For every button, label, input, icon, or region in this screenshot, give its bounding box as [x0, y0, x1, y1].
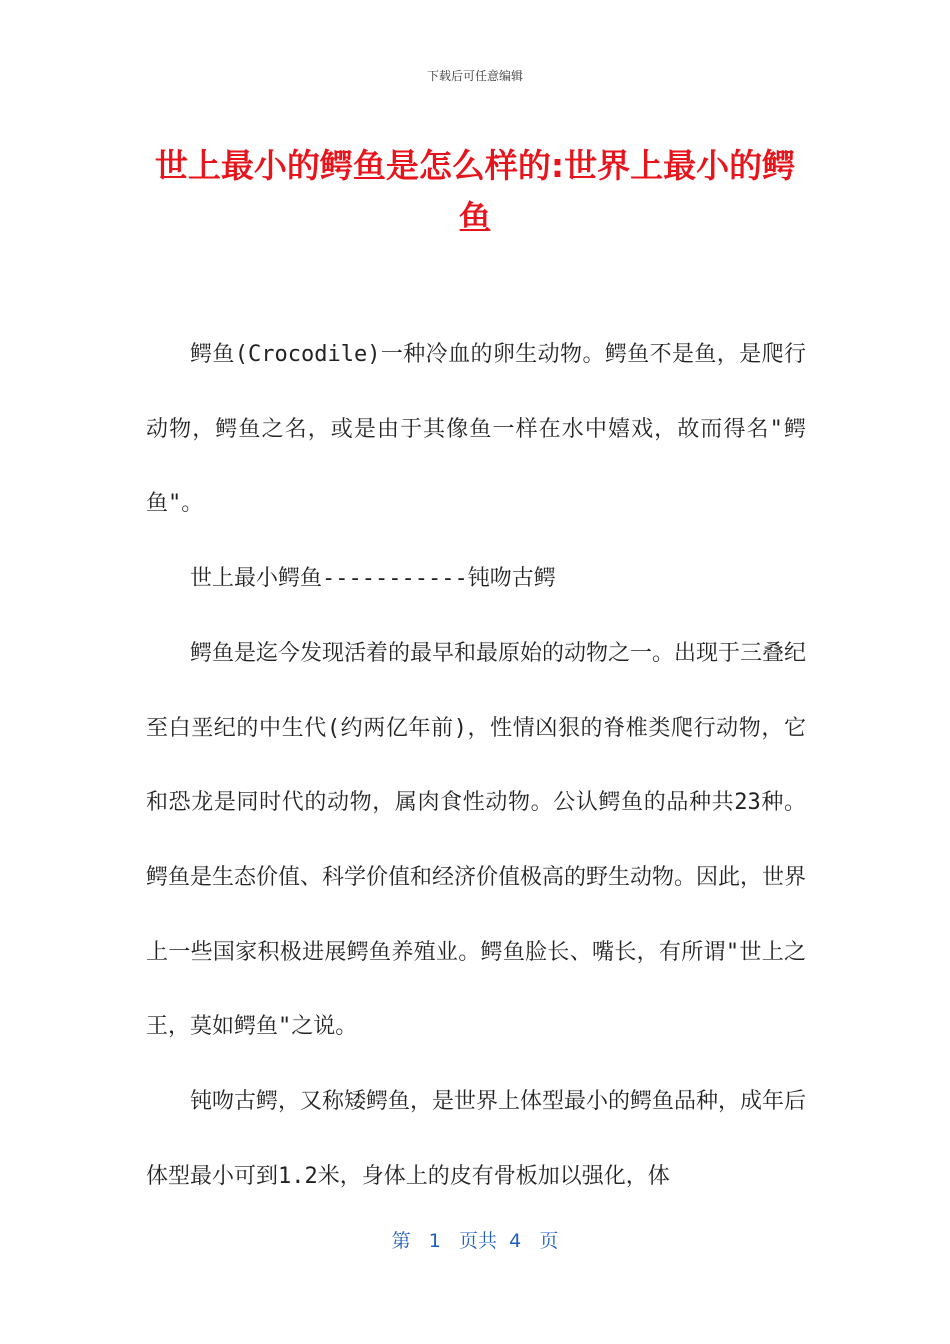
footer-total-prefix: 页共: [459, 1230, 498, 1252]
article-body: [146, 318, 806, 1214]
header-note: 下载后可任意编辑: [426, 69, 523, 83]
paragraph: 钝吻古鳄，又称矮鳄鱼，是世界上体型最小的鳄鱼品种，成年后体型最小可到1.2米，身体上的皮有骨板加以强化，体: [146, 1089, 807, 1189]
page-footer: [0, 1226, 950, 1253]
footer-total-pages: 4: [509, 1230, 522, 1252]
footer-page-label: 第: [391, 1230, 411, 1252]
paragraph: 世上最小鳄鱼-----------钝吻古鳄: [190, 566, 556, 592]
paragraph: 鳄鱼是迄今发现活着的最早和最原始的动物之一。出现于三叠纪至白垩纪的中生代(约两亿年前)，性情凶狠的脊椎类爬行动物，它和恐龙是同时代的动物，属肉食性动物。公认鳄鱼的品种共23种。鳄鱼是生态价值、科学价值和经济价值极高的野生动物。因此，世界上一些国家积极进展鳄鱼养殖业。鳄鱼脸长、嘴长，有所谓"世上之王，莫如鳄鱼"之说。: [146, 640, 807, 1040]
footer-current-page: 1: [428, 1230, 441, 1252]
footer-total-suffix: 页: [539, 1230, 559, 1252]
page-title: 世上最小的鳄鱼是怎么样的:世界上最小的鳄鱼: [154, 146, 796, 237]
paragraph: 鳄鱼(Crocodile)一种冷血的卵生动物。鳄鱼不是鱼，是爬行动物，鳄鱼之名，或是由于其像鱼一样在水中嬉戏，故而得名"鳄鱼"。: [146, 342, 806, 517]
